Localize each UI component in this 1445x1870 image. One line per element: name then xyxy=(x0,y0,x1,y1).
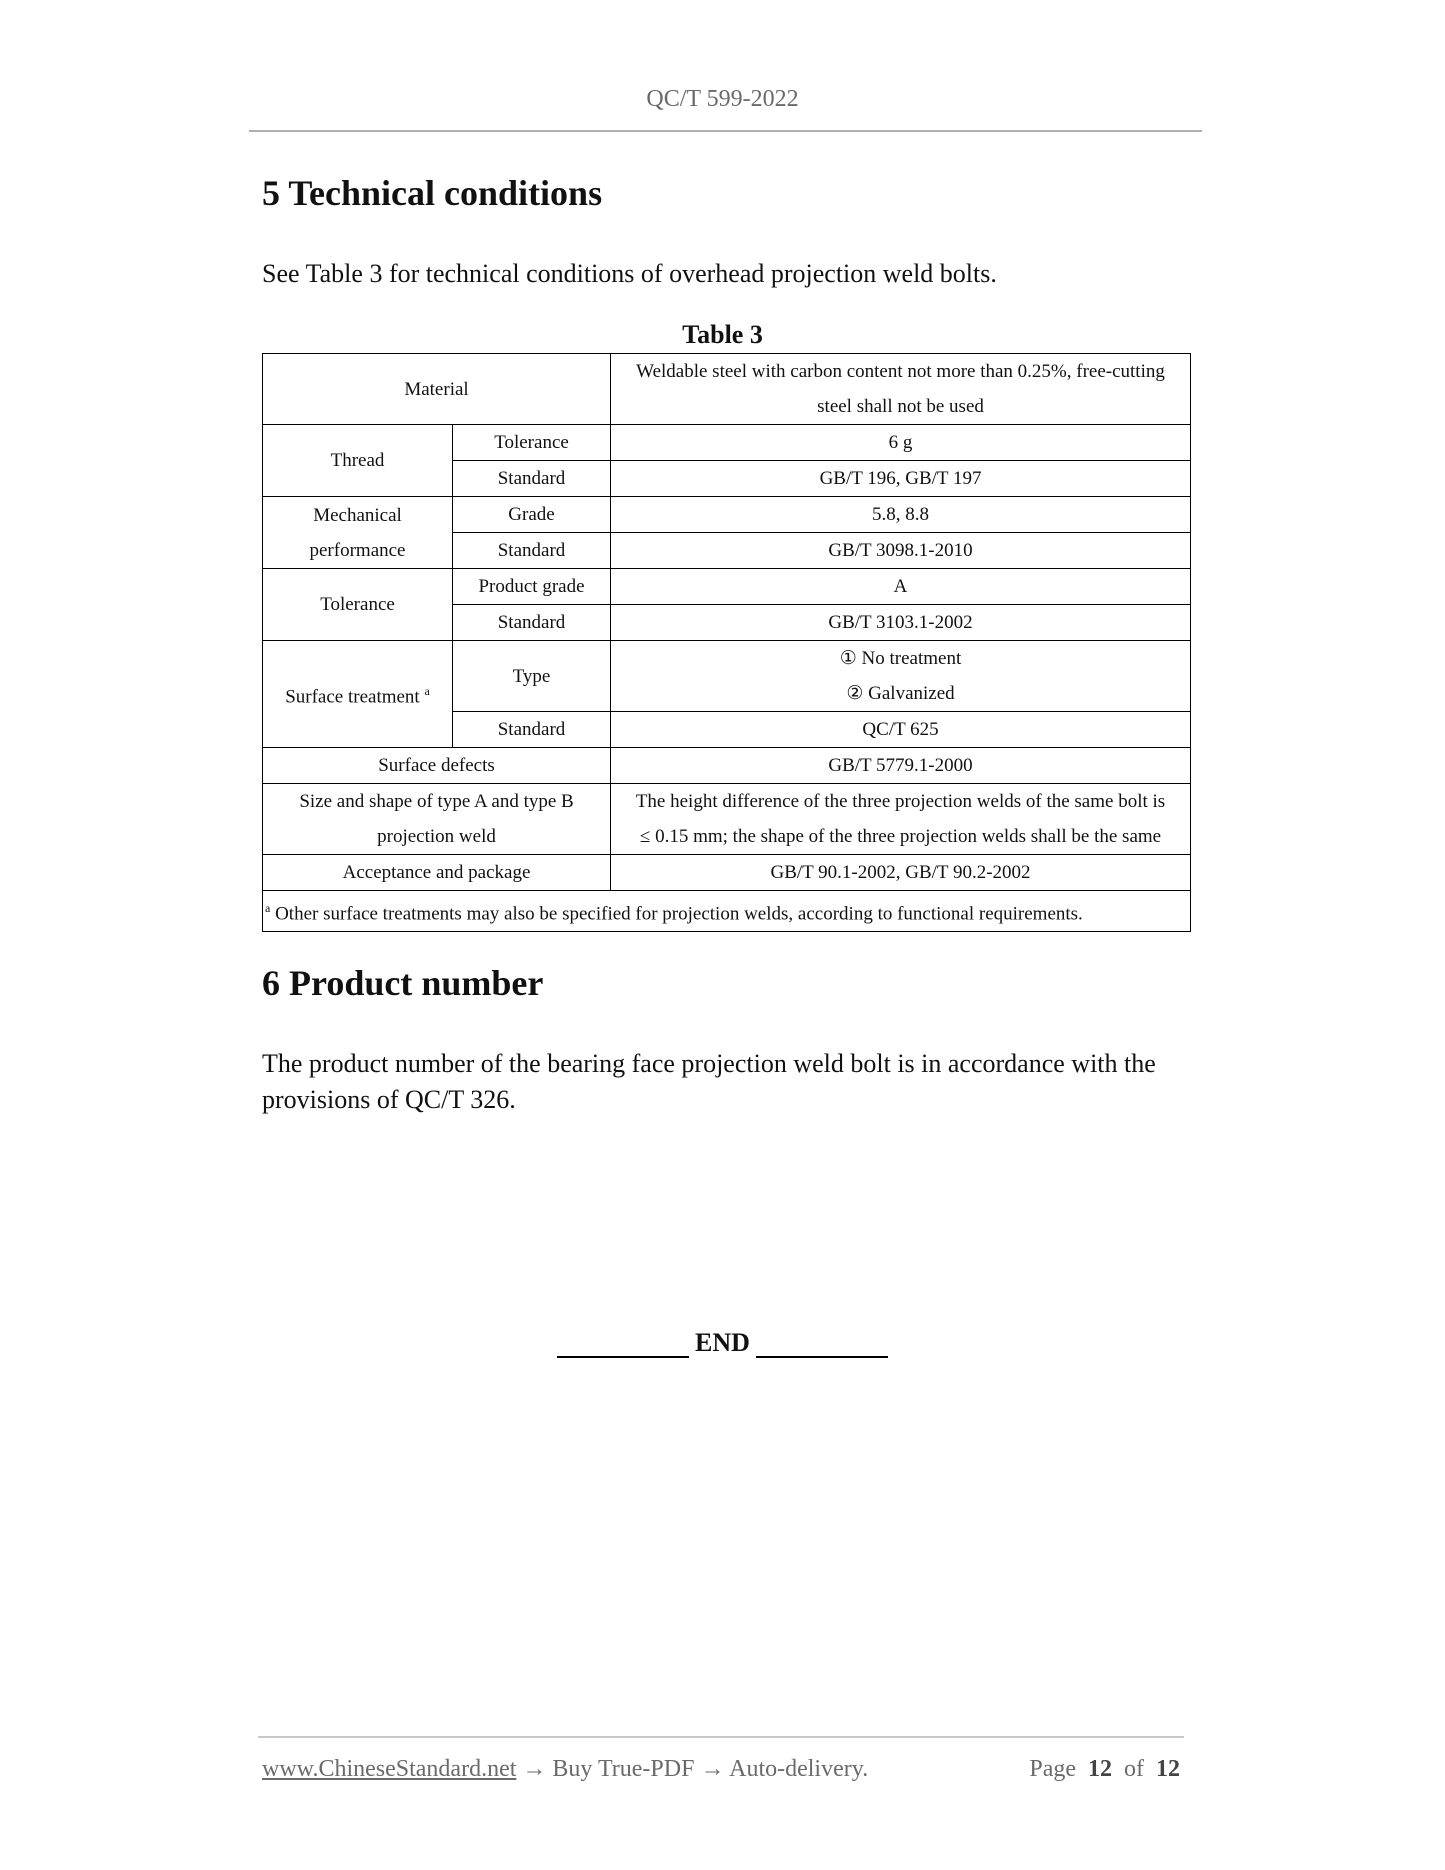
table-footnote xyxy=(263,891,1191,932)
footer-divider xyxy=(258,1736,1184,1738)
footer-tagline: → Buy True-PDF → Auto-delivery. xyxy=(516,1756,869,1782)
thread-tolerance-value: 6 g xyxy=(611,425,1191,461)
surface-type-option-2: ② Galvanized xyxy=(846,683,955,704)
table-row xyxy=(263,891,1191,932)
footer-left xyxy=(262,1756,868,1783)
size-shape-label-line1: Size and shape of type A and type B xyxy=(299,791,574,812)
material-value xyxy=(611,354,1191,425)
page-total: 12 xyxy=(1156,1756,1180,1782)
mechanical-label-line2: performance xyxy=(309,539,406,561)
end-marker xyxy=(0,1328,1445,1358)
mechanical-standard-label: Standard xyxy=(453,533,611,569)
table-row xyxy=(263,641,1191,712)
mechanical-grade-value: 5.8, 8.8 xyxy=(611,497,1191,533)
surface-treatment-text: Surface treatment xyxy=(285,686,420,708)
site-link[interactable]: www.ChineseStandard.net xyxy=(262,1756,517,1782)
header-divider xyxy=(249,130,1202,132)
material-label: Material xyxy=(263,354,611,425)
page-current: 12 xyxy=(1088,1756,1112,1782)
material-value-line2: steel shall not be used xyxy=(817,396,984,417)
thread-standard-value: GB/T 196, GB/T 197 xyxy=(611,461,1191,497)
surface-defects-label: Surface defects xyxy=(263,748,611,784)
end-rule-left xyxy=(557,1328,689,1358)
table-row xyxy=(263,748,1191,784)
footnote-mark: a xyxy=(265,901,271,915)
surface-treatment-label xyxy=(263,641,453,748)
surface-standard-label: Standard xyxy=(453,712,611,748)
mechanical-label-line1: Mechanical xyxy=(313,504,402,526)
size-shape-value-line1: The height difference of the three projection welds of the same bolt is xyxy=(635,791,1166,812)
size-shape-value-line2: ≤ 0.15 mm; the shape of the three projection welds shall be the same xyxy=(639,826,1162,847)
table-row xyxy=(263,354,1191,425)
tolerance-standard-value: GB/T 3103.1-2002 xyxy=(611,605,1191,641)
surface-type-value xyxy=(611,641,1191,712)
thread-label: Thread xyxy=(263,425,453,497)
section-5-title: 5 Technical conditions xyxy=(262,173,603,213)
tolerance-label: Tolerance xyxy=(263,569,453,641)
technical-conditions-table xyxy=(262,353,1191,932)
table-row xyxy=(263,497,1191,533)
table-row xyxy=(263,425,1191,461)
section-6-text: The product number of the bearing face projection weld bolt is in accordance with the provisions of QC/T 326. xyxy=(262,1049,1156,1114)
footnote-reference: a xyxy=(424,683,430,698)
page-word: Page xyxy=(1029,1756,1076,1782)
product-grade-label: Product grade xyxy=(453,569,611,605)
footnote-text: Other surface treatments may also be specified for projection welds, according to functional requirements. xyxy=(270,903,1083,925)
surface-type-label: Type xyxy=(453,641,611,712)
size-shape-label xyxy=(263,784,611,855)
mechanical-standard-value: GB/T 3098.1-2010 xyxy=(611,533,1191,569)
acceptance-value: GB/T 90.1-2002, GB/T 90.2-2002 xyxy=(611,855,1191,891)
table-row xyxy=(263,855,1191,891)
mechanical-performance-label xyxy=(263,497,453,569)
document-code: QC/T 599-2022 xyxy=(646,86,799,112)
acceptance-label: Acceptance and package xyxy=(263,855,611,891)
surface-standard-value: QC/T 625 xyxy=(611,712,1191,748)
size-shape-value xyxy=(611,784,1191,855)
section-6-title: 6 Product number xyxy=(262,963,544,1003)
surface-defects-value: GB/T 5779.1-2000 xyxy=(611,748,1191,784)
tolerance-standard-label: Standard xyxy=(453,605,611,641)
size-shape-label-line2: projection weld xyxy=(377,826,496,847)
end-rule-right xyxy=(756,1328,888,1358)
section-5-intro: See Table 3 for technical conditions of overhead projection weld bolts. xyxy=(262,259,997,288)
mechanical-grade-label: Grade xyxy=(453,497,611,533)
table-row xyxy=(263,784,1191,855)
table-row xyxy=(263,569,1191,605)
product-grade-value: A xyxy=(611,569,1191,605)
table-caption: Table 3 xyxy=(682,320,763,349)
page-footer xyxy=(262,1756,1180,1783)
surface-type-option-1: ① No treatment xyxy=(839,648,962,669)
of-word: of xyxy=(1124,1756,1144,1782)
thread-standard-label: Standard xyxy=(453,461,611,497)
thread-tolerance-label: Tolerance xyxy=(453,425,611,461)
end-text: END xyxy=(695,1328,750,1357)
page-indicator xyxy=(1029,1756,1180,1783)
material-value-line1: Weldable steel with carbon content not more than 0.25%, free-cutting xyxy=(636,361,1165,382)
